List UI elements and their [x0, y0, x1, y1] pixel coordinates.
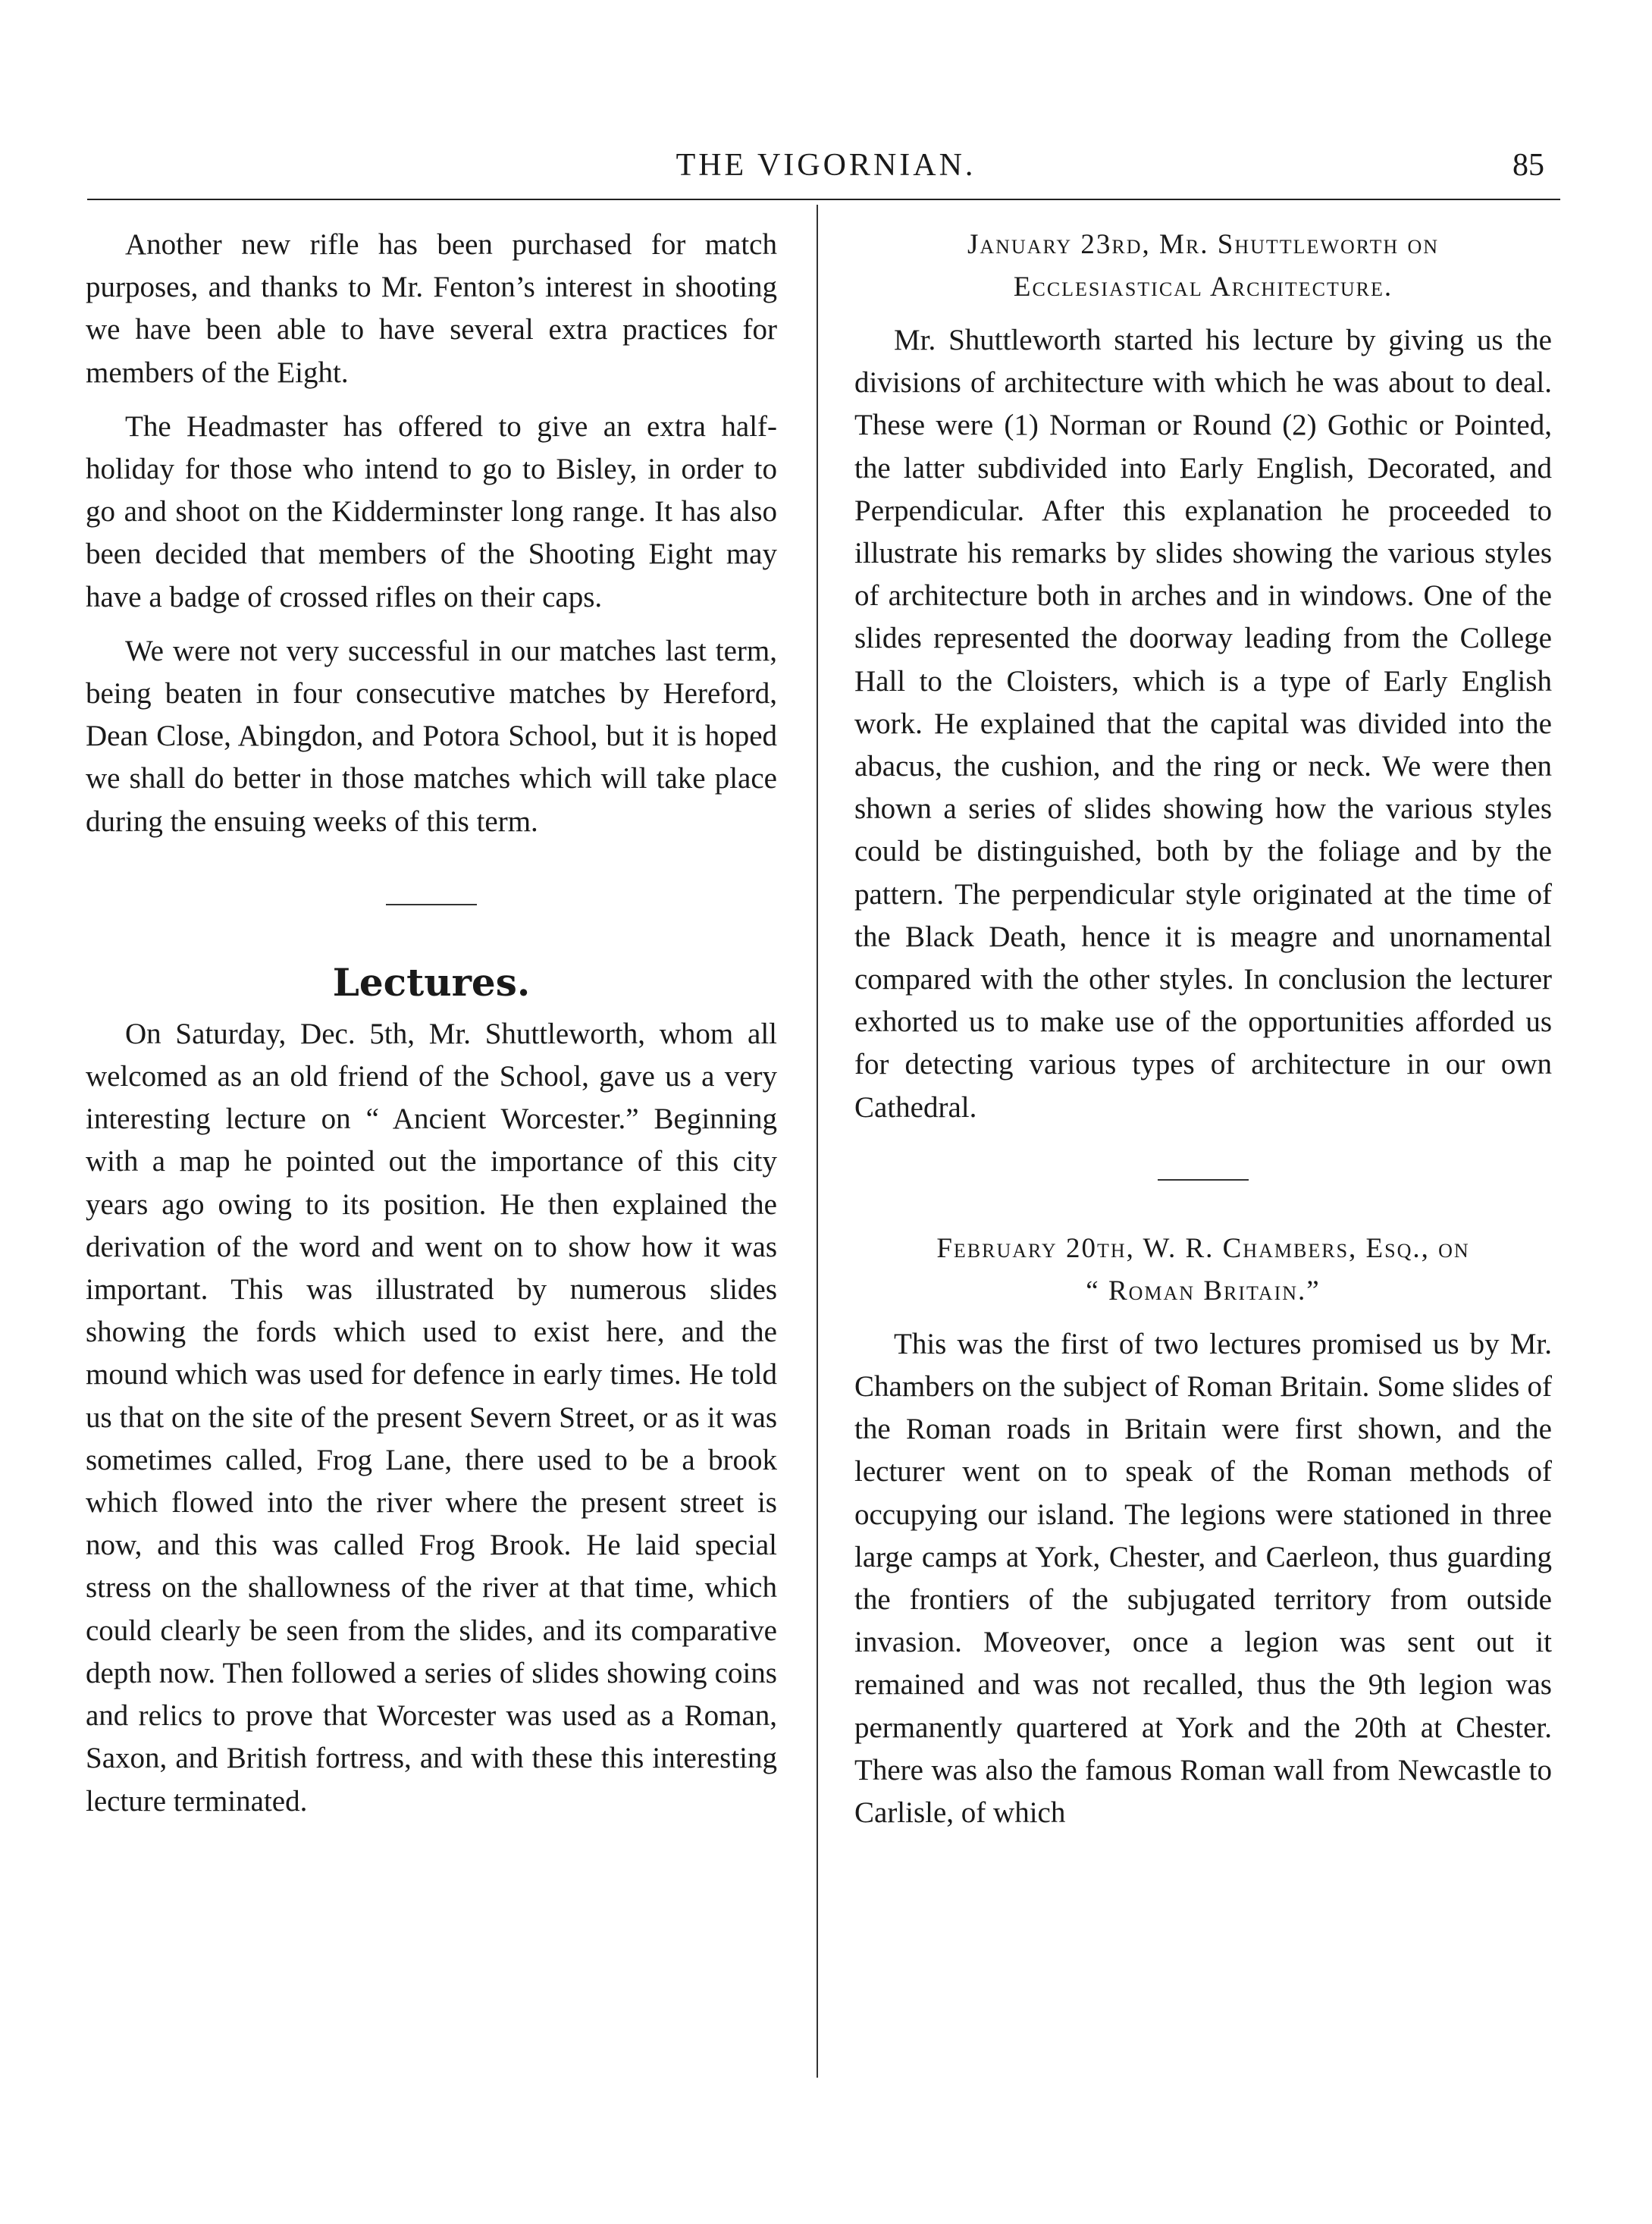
- section-heading-lectures: Lectures.: [332, 959, 531, 1005]
- page-number: 85: [1513, 148, 1544, 183]
- running-header-title: THE VIGORNIAN.: [676, 148, 976, 183]
- lecture-heading-line: February 20th, W. R. Chambers, Esq., on: [936, 1232, 1470, 1264]
- left-column: [86, 224, 777, 1834]
- paragraph-bisley-half-holiday: The Headmaster has offered to give an extra half-holiday for those who intend to go to Bisley, in order to go and shoot on the Kidderminster long range. It has also been decided that members of the Shooting Eight may have a badge of crossed rifles on their caps.: [86, 409, 777, 613]
- lecture-heading-line: Ecclesiastical Architecture.: [1013, 271, 1393, 303]
- section-divider: [386, 904, 477, 905]
- paragraph-architecture-lecture: Mr. Shuttleworth started his lecture by giving us the divisions of architecture with which he was about to deal. These were (1) Norman or Round (2) Gothic or Pointed, the latter subdivided into Early English, Decorated, and Perpendicular. After this explanation he proceeded to illustrate his remarks by slides showing the various styles of architecture both in arches and in windows. One of the slides represented the doorway leading from the College Hall to the Cloisters, which is a type of Early English work. He explained that the capital was divided into the abacus, the cushion, and the ring or neck. We were then shown a series of slides showing how the various styles could be distinguished, both by the foliage and by the pattern. The perpendicular style originated at the time of the Black Death, hence it is meagre and unornamental compared with the other styles. In conclusion the lecturer exhorted us to make use of the opportunities afforded us for detecting various types of architecture in our own Cathedral.: [854, 324, 1552, 1124]
- paragraph-matches-last-term: We were not very successful in our matches last term, being beaten in four consecutive matches by Hereford, Dean Close, Abingdon, and Potora School, but it is hoped we shall do better in those matches which will take place during the ensuing weeks of this term.: [86, 634, 777, 838]
- right-column: [854, 224, 1552, 1846]
- header-rule: [87, 199, 1560, 200]
- lecture-heading-ecclesiastical-architecture: [854, 224, 1552, 309]
- section-divider: [1158, 1179, 1249, 1181]
- lecture-heading-line: January 23rd, Mr. Shuttleworth on: [967, 229, 1439, 260]
- paragraph-new-rifle: Another new rifle has been purchased for match purposes, and thanks to Mr. Fenton’s interest in shooting we have been able to have several extra practices for members of the Eight.: [86, 228, 777, 389]
- column-divider-rule: [817, 205, 818, 2078]
- paragraph-roman-britain-lecture: This was the first of two lectures promised us by Mr. Chambers on the subject of Roman Britain. Some slides of the Roman roads in Britain were first shown, and the lecturer went on to speak of the Roman methods of occupying our island. The legions were stationed in three large camps at York, Chester, and Caerleon, thus guarding the frontiers of the subjugated territory from outside invasion. Moveover, once a legion was sent out it remained and was not recalled, thus the 9th legion was permanently quartered at York and the 20th at Chester. There was also the famous Roman wall from Newcastle to Carlisle, of which: [854, 1327, 1552, 1830]
- paragraph-ancient-worcester-lecture: On Saturday, Dec. 5th, Mr. Shuttleworth, whom all welcomed as an old friend of the School, gave us a very interesting lecture on “ Ancient Worcester.” Beginning with a map he pointed out the importance of this city years ago owing to its position. He then explained the derivation of the word and went on to show how it was important. This was illustrated by numerous slides showing the fords which used to exist here, and the mound which was used for defence in early times. He told us that on the site of the present Severn Street, or as it was sometimes called, Frog Lane, there used to be a brook which flowed into the river where the present street is now, and this was called Frog Brook. He laid special stress on the shallowness of the river at that time, which could clearly be seen from the slides, and its comparative depth now. Then followed a series of slides showing coins and relics to prove that Worcester was used as a Roman, Saxon, and British fortress, and with these this interesting lecture terminated.: [86, 1017, 777, 1818]
- lecture-heading-roman-britain: [854, 1228, 1552, 1313]
- lecture-heading-line: “ Roman Britain.”: [1086, 1275, 1321, 1306]
